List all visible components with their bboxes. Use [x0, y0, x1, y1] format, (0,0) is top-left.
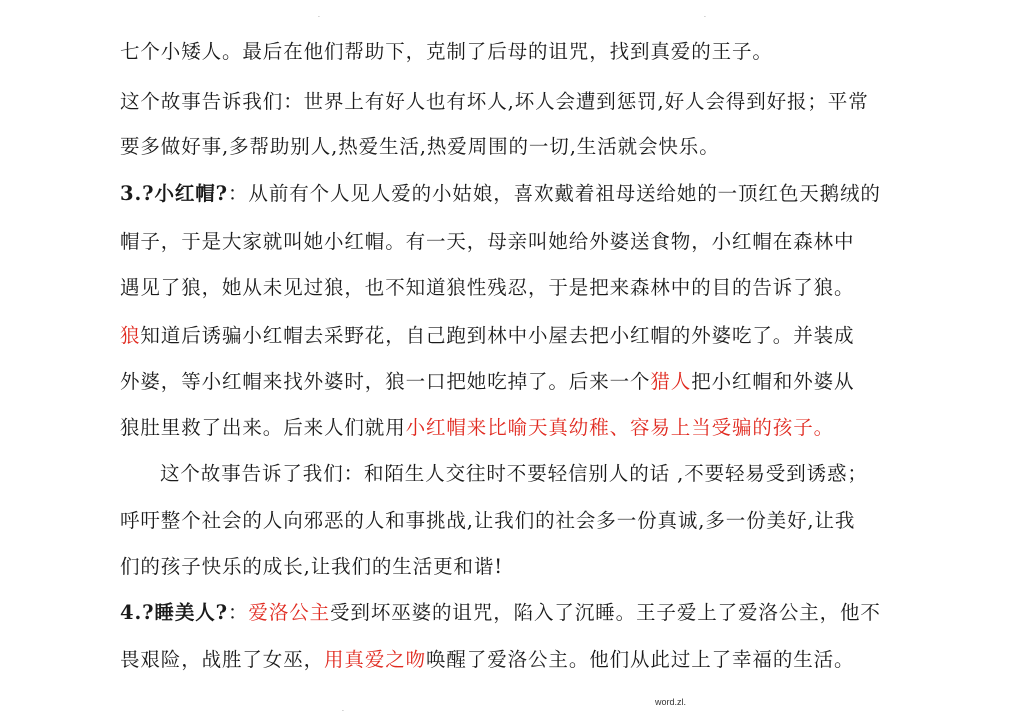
paragraph-text: ：从前有个人见人爱的小姑娘，喜欢戴着祖母送给她的一顶红色天鹅绒的: [228, 182, 881, 205]
text-line: [120, 368, 910, 396]
text-line: [120, 133, 910, 161]
paragraph-text: 知道后诱骗小红帽去采野花，自己跑到林中小屋去把小红帽的外婆吃了。并装成: [140, 324, 855, 347]
highlighted-text: 狼: [120, 324, 141, 347]
page-mark: .: [318, 12, 320, 19]
text-line: [120, 88, 910, 116]
highlighted-text: 用真爱之吻: [324, 648, 427, 671]
paragraph-text: 帽子，于是大家就叫她小红帽。有一天，母亲叫她给外婆送食物，小红帽在森林中: [120, 230, 855, 253]
paragraph-text: 受到坏巫婆的诅咒，陷入了沉睡。王子爱上了爱洛公主，他不: [330, 601, 881, 624]
text-line: [120, 553, 910, 581]
highlighted-text: 爱洛公主: [248, 601, 331, 624]
paragraph-text: 唤醒了爱洛公主。他们从此过上了幸福的生活。: [426, 648, 855, 671]
page-mark: .: [342, 706, 344, 713]
text-line: [120, 274, 910, 302]
paragraph-text: 把小红帽和外婆从: [691, 370, 855, 393]
paragraph-text: 畏艰险，战胜了女巫，: [120, 648, 325, 671]
text-line: [120, 180, 910, 208]
text-line: [120, 228, 910, 256]
paragraph-text: 们的孩子快乐的成长,让我们的生活更和谐!: [120, 555, 504, 578]
text-line: [120, 599, 910, 627]
page-mark: .: [704, 12, 706, 19]
paragraph-text: 这个故事告诉了我们：和陌生人交往时不要轻信别人的话 ,不要轻易受到诱惑；: [160, 462, 868, 485]
highlighted-text: 猎人: [650, 370, 692, 393]
paragraph-text: 呼吁整个社会的人向邪恶的人和事挑战,让我们的社会多一份真诚,多一份美好,让我: [120, 509, 856, 532]
highlighted-text: 小红帽来比喻天真幼稚、容易上当受骗的孩子。: [405, 416, 835, 439]
text-line: [120, 646, 910, 674]
paragraph-text: 要多做好事,多帮助别人,热爱生活,热爱周围的一切,生活就会快乐。: [120, 135, 720, 158]
paragraph-text: 这个故事告诉我们：世界上有好人也有坏人,坏人会遭到惩罚,好人会得到好报；平常: [120, 90, 869, 113]
paragraph-text: ：: [228, 601, 249, 624]
paragraph-text: 狼肚里救了出来。后来人们就用: [120, 416, 406, 439]
text-line: [120, 414, 910, 442]
section-heading: 3.?小红帽?: [120, 182, 229, 205]
paragraph-text: 遇见了狼，她从未见过狼，也不知道狼性残忍，于是把来森林中的目的告诉了狼。: [120, 276, 855, 299]
page-footer: word.zl.: [655, 697, 687, 707]
text-line: [120, 322, 910, 350]
paragraph-text: 七个小矮人。最后在他们帮助下，克制了后母的诅咒，找到真爱的王子。: [120, 40, 773, 63]
text-line: [120, 38, 910, 66]
text-line: [120, 507, 910, 535]
paragraph-text: 外婆，等小红帽来找外婆时，狼一口把她吃掉了。后来一个: [120, 370, 651, 393]
section-heading: 4.?睡美人?: [120, 601, 229, 624]
text-line: [160, 460, 910, 488]
